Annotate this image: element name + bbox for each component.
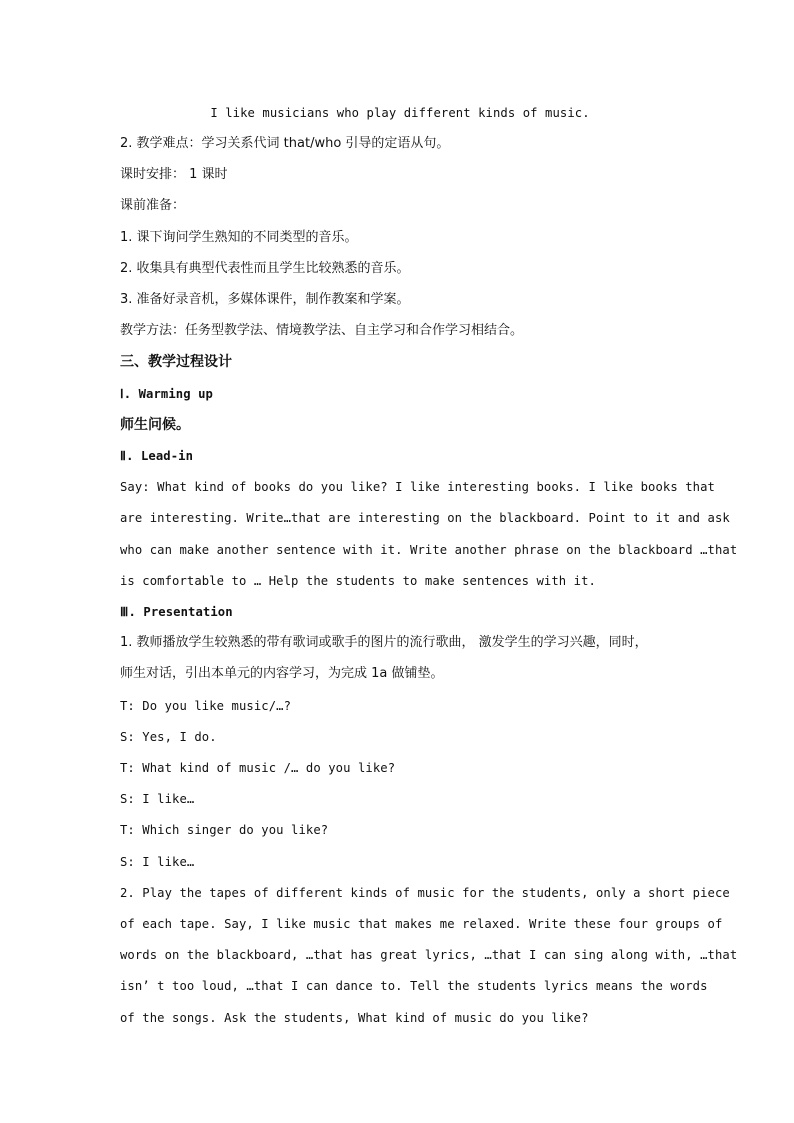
section-heading-process: 三、教学过程设计 xyxy=(120,354,232,370)
lead-in-paragraph-line: are interesting. Write…that are interesting on the blackboard. Point to it and ask xyxy=(120,511,730,525)
dialogue-line: S: I like… xyxy=(120,792,195,806)
dialogue-line: S: I like… xyxy=(120,855,195,869)
dialogue-line: T: Which singer do you like? xyxy=(120,823,329,837)
class-hours: 课时安排： 1 课时 xyxy=(120,167,228,182)
step-heading-presentation: Ⅲ. Presentation xyxy=(120,605,233,619)
preparation-item-3: 3. 准备好录音机，多媒体课件，制作教案和学案。 xyxy=(120,292,410,307)
lead-in-paragraph-line: is comfortable to … Help the students to make sentences with it. xyxy=(120,574,596,588)
presentation-item-2-line: 2. Play the tapes of different kinds of music for the students, only a short piece xyxy=(120,886,730,900)
teaching-difficulty: 2. 教学难点：学习关系代词 that/who 引导的定语从句。 xyxy=(120,136,450,151)
lead-in-paragraph-line: Say: What kind of books do you like? I like interesting books. I like books that xyxy=(120,480,715,494)
presentation-item-2-line: words on the blackboard, …that has great lyrics, …that I can sing along with, …that xyxy=(120,948,738,962)
dialogue-line: T: What kind of music /… do you like? xyxy=(120,761,396,775)
dialogue-line: T: Do you like music/…? xyxy=(120,699,292,713)
presentation-item-2-line: of the songs. Ask the students, What kind of music do you like? xyxy=(120,1011,589,1025)
step-heading-lead-in: Ⅱ. Lead-in xyxy=(120,449,194,463)
presentation-item-2-line: of each tape. Say, I like music that makes me relaxed. Write these four groups of xyxy=(120,917,723,931)
preparation-item-1: 1. 课下询问学生熟知的不同类型的音乐。 xyxy=(120,230,358,245)
example-sentence: I like musicians who play different kinds of music. xyxy=(210,106,590,120)
preparation-item-2: 2. 收集具有典型代表性而且学生比较熟悉的音乐。 xyxy=(120,261,410,276)
presentation-item-2-line: isn’ t too loud, …that I can dance to. Tell the students lyrics means the words xyxy=(120,979,708,993)
presentation-item-1-line: 师生对话，引出本单元的内容学习，为完成 1a 做铺垫。 xyxy=(120,666,444,681)
presentation-item-1-line: 1. 教师播放学生较熟悉的带有歌词或歌手的图片的流行歌曲， 激发学生的学习兴趣，同时， xyxy=(120,635,648,650)
step-heading-warming-up: Ⅰ. Warming up xyxy=(120,387,213,401)
preparation-heading: 课前准备： xyxy=(120,198,186,213)
lead-in-paragraph-line: who can make another sentence with it. Write another phrase on the blackboard …that xyxy=(120,543,738,557)
teaching-methods: 教学方法：任务型教学法、情境教学法、自主学习和合作学习相结合。 xyxy=(120,323,524,338)
greeting-text: 师生问候。 xyxy=(120,417,190,433)
dialogue-line: S: Yes, I do. xyxy=(120,730,217,744)
